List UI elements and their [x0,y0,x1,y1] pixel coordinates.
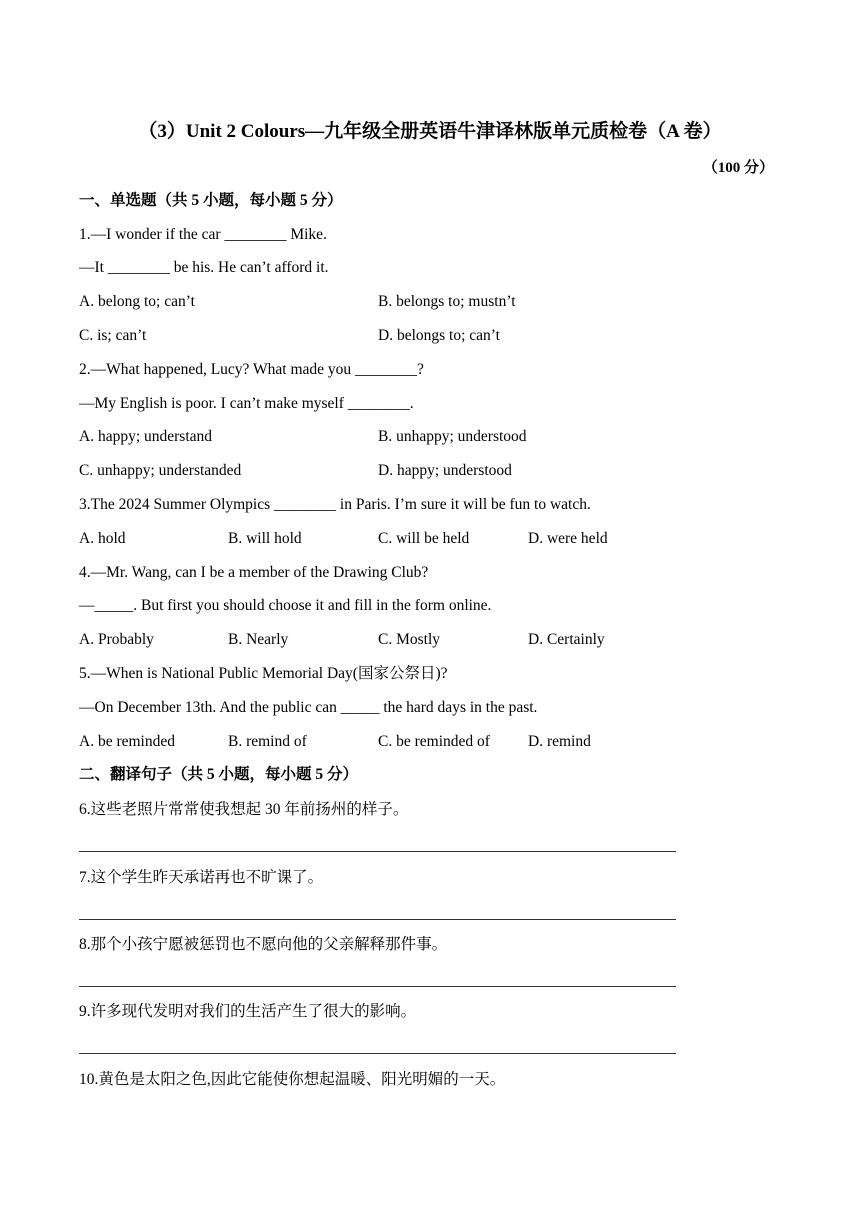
question-1-option-b: B. belongs to; mustn’t [378,293,516,310]
question-5-line-2: —On December 13th. And the public can _____ the hard days in the past. [79,699,538,716]
page-title: （3）Unit 2 Colours—九年级全册英语牛津译林版单元质检卷（A 卷） [138,121,722,142]
question-5-option-a: A. be reminded [79,733,175,750]
question-9-answer-line[interactable] [79,1053,676,1054]
question-3-option-d: D. were held [528,530,608,547]
question-4-option-b: B. Nearly [228,631,289,648]
question-2-option-d: D. happy; understood [378,462,512,479]
question-5-option-d: D. remind [528,733,591,750]
question-2-option-a: A. happy; understand [79,428,213,445]
question-4-line-2: —_____. But first you should choose it and fill in the form online. [79,597,492,614]
question-1-line-2: —It ________ be his. He can’t afford it. [79,259,329,276]
total-score: （100 分） [702,160,774,176]
question-5-line-1: 5.—When is National Public Memorial Day(国家公祭日)? [79,665,448,682]
question-7-answer-line[interactable] [79,919,676,920]
question-2-option-b: B. unhappy; understood [378,428,527,445]
question-2-option-c: C. unhappy; understanded [79,462,242,479]
question-4-line-1: 4.—Mr. Wang, can I be a member of the Drawing Club? [79,564,429,581]
question-1-option-a: A. belong to; can’t [79,293,195,310]
question-1-option-d: D. belongs to; can’t [378,327,500,344]
question-1-option-c: C. is; can’t [79,327,147,344]
question-3-option-a: A. hold [79,530,126,547]
section-heading-translation: 二、翻译句子（共 5 小题，每小题 5 分） [79,766,359,783]
question-4-option-d: D. Certainly [528,631,605,648]
question-6-prompt: 6.这些老照片常常使我想起 30 年前扬州的样子。 [79,801,409,818]
question-8-prompt: 8.那个小孩宁愿被惩罚也不愿向他的父亲解释那件事。 [79,936,448,953]
question-10-prompt: 10.黄色是太阳之色,因此它能使你想起温暖、阳光明媚的一天。 [79,1071,506,1088]
question-3-line-1: 3.The 2024 Summer Olympics ________ in Paris. I’m sure it will be fun to watch. [79,496,591,513]
question-5-option-b: B. remind of [228,733,307,750]
question-8-answer-line[interactable] [79,986,676,987]
question-1-line-1: 1.—I wonder if the car ________ Mike. [79,226,327,243]
question-7-prompt: 7.这个学生昨天承诺再也不旷课了。 [79,869,324,886]
question-4-option-c: C. Mostly [378,631,441,648]
section-heading-multiple-choice: 一、单选题（共 5 小题，每小题 5 分） [79,192,343,209]
question-2-line-2: —My English is poor. I can’t make myself ________. [79,395,414,412]
question-2-line-1: 2.—What happened, Lucy? What made you ________? [79,361,424,378]
question-3-option-c: C. will be held [378,530,470,547]
question-6-answer-line[interactable] [79,851,676,852]
question-9-prompt: 9.许多现代发明对我们的生活产生了很大的影响。 [79,1003,417,1020]
question-4-option-a: A. Probably [79,631,154,648]
question-5-option-c: C. be reminded of [378,733,490,750]
question-3-option-b: B. will hold [228,530,302,547]
